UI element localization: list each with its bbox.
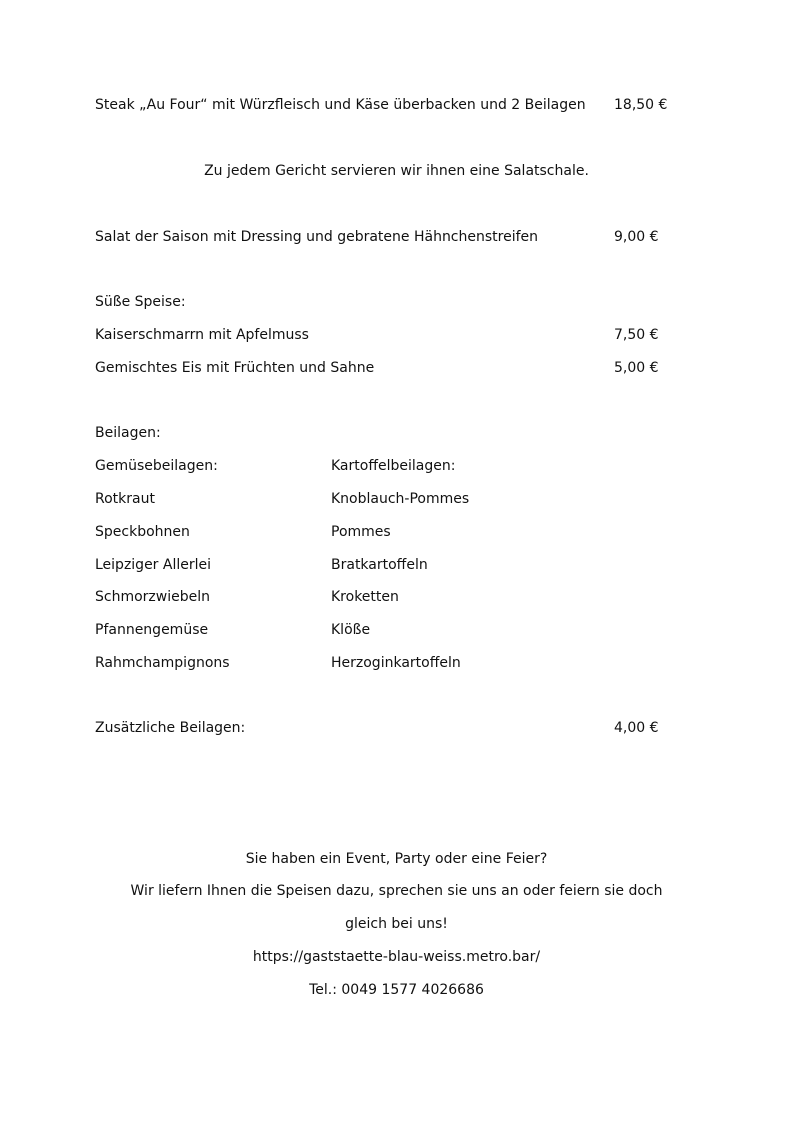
dessert-name: Gemischtes Eis mit Früchten und Sahne bbox=[95, 360, 375, 376]
extra-sides-price: 4,00 € bbox=[614, 720, 659, 736]
vegetable-side: Speckbohnen bbox=[95, 524, 190, 540]
footer-website-link[interactable] bbox=[0, 948, 793, 966]
potato-side: Kroketten bbox=[331, 589, 399, 605]
website-link[interactable]: https://gaststaette-blau-weiss.metro.bar/ bbox=[252, 949, 541, 965]
salad-price: 9,00 € bbox=[614, 229, 659, 245]
potato-side: Klöße bbox=[331, 622, 371, 638]
dessert-price: 5,00 € bbox=[614, 360, 659, 376]
salad-note: Zu jedem Gericht servieren wir ihnen eine Salatschale. bbox=[204, 163, 589, 179]
footer-phone: Tel.: 0049 1577 4026686 bbox=[309, 982, 484, 998]
desserts-heading: Süße Speise: bbox=[95, 294, 186, 310]
footer-event-question: Sie haben ein Event, Party oder eine Feier? bbox=[245, 851, 548, 867]
vegetable-side: Leipziger Allerlei bbox=[95, 557, 212, 573]
vegetable-side: Schmorzwiebeln bbox=[95, 589, 210, 605]
potato-side: Bratkartoffeln bbox=[331, 557, 428, 573]
salad-name: Salat der Saison mit Dressing und gebratene Hähnchenstreifen bbox=[95, 229, 539, 245]
steak-name: Steak „Au Four“ mit Würzfleisch und Käse überbacken und 2 Beilagen bbox=[95, 97, 586, 113]
sides-heading: Beilagen: bbox=[95, 425, 161, 441]
potato-sides-heading: Kartoffelbeilagen: bbox=[331, 458, 456, 474]
potato-side: Knoblauch-Pommes bbox=[331, 491, 470, 507]
dessert-name: Kaiserschmarrn mit Apfelmuss bbox=[95, 327, 309, 343]
dessert-price: 7,50 € bbox=[614, 327, 659, 343]
vegetable-side: Rahmchampignons bbox=[95, 655, 230, 671]
vegetable-sides-heading: Gemüsebeilagen: bbox=[95, 458, 218, 474]
footer-catering-text-cont: gleich bei uns! bbox=[345, 916, 448, 932]
extra-sides-label: Zusätzliche Beilagen: bbox=[95, 720, 246, 736]
steak-price: 18,50 € bbox=[614, 97, 668, 113]
potato-side: Pommes bbox=[331, 524, 391, 540]
vegetable-side: Pfannengemüse bbox=[95, 622, 209, 638]
potato-side: Herzoginkartoffeln bbox=[331, 655, 461, 671]
vegetable-side: Rotkraut bbox=[95, 491, 155, 507]
footer-catering-text: Wir liefern Ihnen die Speisen dazu, sprechen sie uns an oder feiern sie doch bbox=[130, 883, 663, 899]
